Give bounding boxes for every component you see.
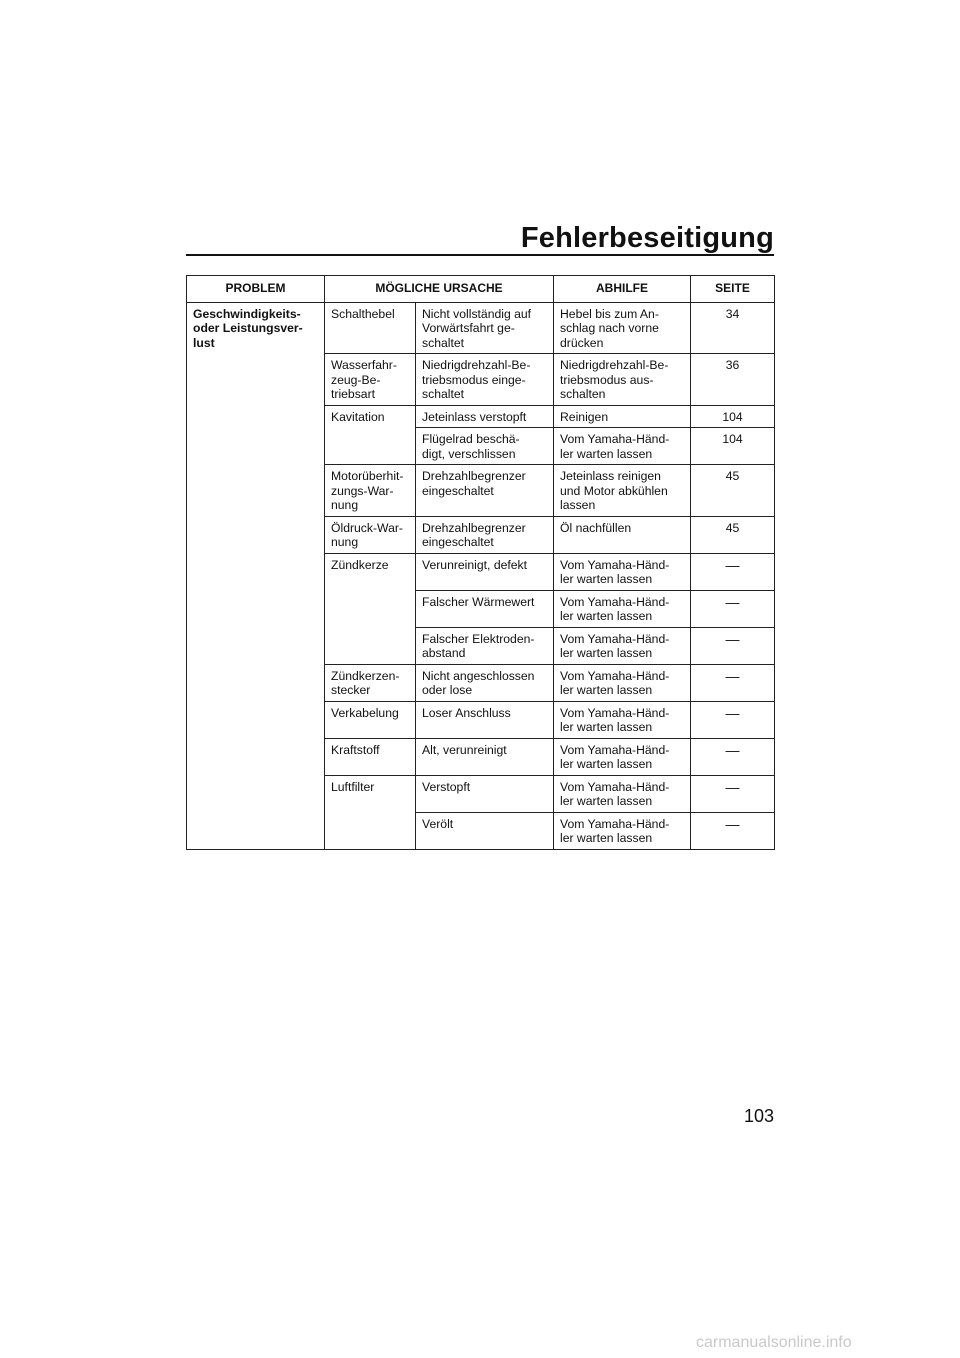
table-row [187, 302, 775, 354]
cause-text: Drehzahlbegrenzer eingeschaltet [422, 469, 526, 498]
component-text: Kraftstoff [331, 742, 380, 757]
cause-text: Nicht angeschlossen oder lose [422, 668, 535, 697]
cause-text: Nicht vollständig auf Vorwärtsfahrt ge- schaltet [422, 306, 532, 350]
component-cell [325, 775, 416, 849]
table-header-row [187, 276, 775, 303]
remedy-cell [554, 590, 691, 627]
cause-text: Niedrigdrehzahl-Be- triebsmodus einge- schaltet [422, 358, 531, 401]
cause-cell [416, 428, 554, 465]
component-text: Luftfilter [331, 779, 375, 794]
cause-cell [416, 775, 554, 812]
page-cell: 45 [691, 516, 775, 553]
cause-cell [416, 405, 554, 428]
cause-cell [416, 516, 554, 553]
component-cell [325, 302, 416, 354]
cause-cell [416, 738, 554, 775]
remedy-cell [554, 738, 691, 775]
troubleshooting-table [186, 275, 775, 850]
cause-text: Verölt [422, 816, 454, 831]
cause-text: Falscher Wärmewert [422, 594, 535, 609]
component-text: Wasserfahr- zeug-Be- triebsart [331, 358, 397, 401]
page-cell: — [691, 627, 775, 664]
header-problem: PROBLEM [187, 276, 325, 303]
page-number: 103 [743, 1106, 774, 1126]
watermark: carmanualsonline.info [696, 1334, 852, 1351]
remedy-text: Vom Yamaha-Händ- ler warten lassen [560, 668, 670, 697]
remedy-text: Vom Yamaha-Händ- ler warten lassen [560, 594, 670, 623]
component-cell [325, 553, 416, 664]
remedy-cell [554, 465, 691, 517]
cause-cell [416, 590, 554, 627]
header-cause: MÖGLICHE URSACHE [325, 276, 554, 303]
cause-cell [416, 812, 554, 849]
cause-cell [416, 354, 554, 406]
page-cell: 36 [691, 354, 775, 406]
component-text: Öldruck-War- nung [331, 520, 403, 549]
component-cell [325, 516, 416, 553]
remedy-text: Vom Yamaha-Händ- ler warten lassen [560, 557, 670, 586]
component-text: Zündkerze [331, 557, 389, 572]
remedy-text: Öl nachfüllen [560, 520, 632, 535]
problem-text: Geschwindigkeits- oder Leistungsver- lust [193, 306, 303, 350]
remedy-cell [554, 775, 691, 812]
page-cell: 34 [691, 302, 775, 354]
remedy-cell [554, 701, 691, 738]
page-cell: — [691, 664, 775, 701]
remedy-text: Vom Yamaha-Händ- ler warten lassen [560, 816, 670, 845]
component-text: Verkabelung [331, 705, 399, 720]
cause-text: Loser Anschluss [422, 705, 511, 720]
page-cell: 104 [691, 428, 775, 465]
component-cell [325, 664, 416, 701]
header-page: SEITE [691, 276, 775, 303]
component-text: Motorüberhit- zungs-War- nung [331, 469, 404, 512]
cause-cell [416, 302, 554, 354]
cause-text: Alt, verunreinigt [422, 742, 507, 757]
page-cell: — [691, 701, 775, 738]
page-cell: 45 [691, 465, 775, 517]
component-cell [325, 738, 416, 775]
remedy-cell [554, 627, 691, 664]
component-cell [325, 701, 416, 738]
remedy-text: Vom Yamaha-Händ- ler warten lassen [560, 432, 670, 461]
cause-cell [416, 465, 554, 517]
page-cell: — [691, 590, 775, 627]
remedy-text: Vom Yamaha-Händ- ler warten lassen [560, 705, 670, 734]
remedy-text: Niedrigdrehzahl-Be- triebsmodus aus- schalten [560, 358, 669, 401]
page-cell: — [691, 812, 775, 849]
component-cell [325, 354, 416, 406]
cause-text: Jeteinlass verstopft [422, 409, 527, 424]
cause-cell [416, 664, 554, 701]
remedy-cell [554, 516, 691, 553]
remedy-text: Reinigen [560, 409, 609, 424]
remedy-cell [554, 664, 691, 701]
cause-text: Verstopft [422, 779, 471, 794]
remedy-text: Vom Yamaha-Händ- ler warten lassen [560, 631, 670, 660]
remedy-text: Jeteinlass reinigen und Motor abkühlen lassen [560, 469, 668, 512]
page-cell: — [691, 738, 775, 775]
title-rule [186, 254, 774, 256]
page-cell: 104 [691, 405, 775, 428]
remedy-text: Vom Yamaha-Händ- ler warten lassen [560, 779, 670, 808]
cause-cell [416, 553, 554, 590]
cause-text: Falscher Elektroden- abstand [422, 631, 535, 660]
page-title: Fehlerbeseitigung [520, 222, 774, 254]
remedy-text: Hebel bis zum An- schlag nach vorne drücken [560, 306, 659, 350]
remedy-cell [554, 812, 691, 849]
cause-cell [416, 627, 554, 664]
remedy-cell [554, 553, 691, 590]
problem-cell [187, 302, 325, 849]
remedy-cell [554, 354, 691, 406]
component-cell [325, 465, 416, 517]
remedy-text: Vom Yamaha-Händ- ler warten lassen [560, 742, 670, 771]
remedy-cell [554, 302, 691, 354]
component-text: Zündkerzen- stecker [331, 668, 400, 697]
cause-text: Verunreinigt, defekt [422, 557, 528, 572]
component-cell [325, 405, 416, 465]
component-text: Schalthebel [331, 306, 395, 321]
page-cell: — [691, 553, 775, 590]
header-remedy: ABHILFE [554, 276, 691, 303]
page-cell: — [691, 775, 775, 812]
cause-cell [416, 701, 554, 738]
component-text: Kavitation [331, 409, 385, 424]
remedy-cell [554, 428, 691, 465]
cause-text: Drehzahlbegrenzer eingeschaltet [422, 520, 526, 549]
cause-text: Flügelrad beschä- digt, verschlissen [422, 432, 520, 461]
remedy-cell [554, 405, 691, 428]
